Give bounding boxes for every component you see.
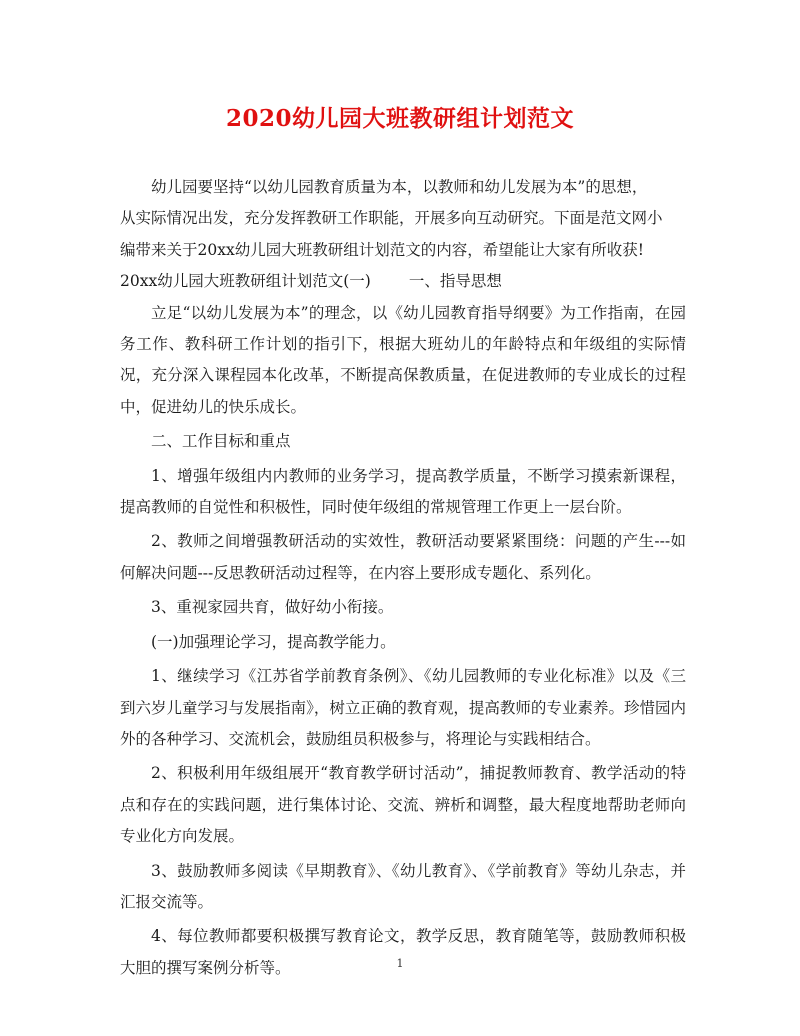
page-number: 1 (396, 957, 404, 970)
paragraph: 3、重视家园共育，做好幼小衔接。 (151, 598, 394, 617)
subtitle: 20xx幼儿园大班教研组计划范文(一) (120, 272, 371, 291)
paragraph: 4、每位教师都要积极撰写教育论文，教学反思，教育随笔等，鼓励教师积极大胆的撰写案例分析等。 (120, 927, 686, 977)
paragraph: 2、教师之间增强教研活动的实效性，教研活动要紧紧围绕：问题的产生---如何解决问题---反思教研活动过程等，在内容上要形成专题化、系列化。 (120, 532, 686, 582)
intro-line: 编带来关于20xx幼儿园大班教研组计划范文的内容，希望能让大家有所收获! (120, 240, 644, 259)
document-body (120, 172, 686, 984)
paragraph: 3、鼓励教师多阅读《早期教育》、《幼儿教育》、《学前教育》等幼儿杂志，并汇报交流等。 (120, 861, 686, 911)
paragraph: 2、积极利用年级组展开“教育教学研讨活动”，捕捉教师教育、教学活动的特点和存在的实践问题，进行集体讨论、交流、辨析和调整，最大程度地帮助老师向专业化方向发展。 (120, 764, 686, 846)
document-title: 2020幼儿园大班教研组计划范文 (225, 105, 574, 132)
paragraph: 1、增强年级组内内教师的业务学习，提高教学质量，不断学习摸索新课程，提高教师的自觉性和积极性，同时使年级组的常规管理工作更上一层台阶。 (120, 466, 686, 517)
paragraph: 1、继续学习《江苏省学前教育条例》、《幼儿园教师的专业化标准》以及《三到六岁儿童学习与发展指南》，树立正确的教育观，提高教师的专业素养。珍惜园内外的各种学习、交流机会，鼓励组员积极参与，将理论与实践相结合。 (120, 667, 686, 748)
paragraph: (一)加强理论学习，提高教学能力。 (151, 632, 396, 651)
paragraph: 立足“以幼儿发展为本”的理念，以《幼儿园教育指导纲要》为工作指南，在园务工作、教科研工作计划的指引下，根据大班幼儿的年龄特点和年级组的实际情况，充分深入课程园本化改革，不断提高保教质量，在促进教师的专业成长的过程中，促进幼儿的快乐成长。 (120, 303, 686, 416)
section-heading: 一、指导思想 (408, 272, 502, 291)
section-heading: 二、工作目标和重点 (151, 432, 291, 451)
intro-line: 从实际情况出发，充分发挥教研工作职能，开展多向互动研究。下面是范文网小 (120, 209, 663, 228)
intro-line: 幼儿园要坚持“以幼儿园教育质量为本，以教师和幼儿发展为本”的思想， (151, 178, 648, 196)
subtitle-line (120, 266, 686, 297)
